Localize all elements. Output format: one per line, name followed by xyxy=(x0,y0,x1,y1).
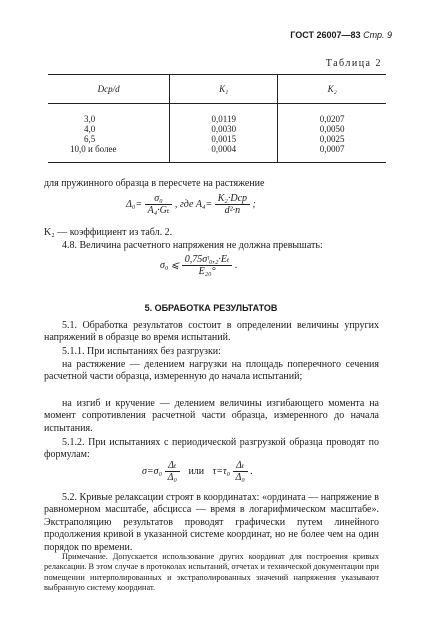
clause-5-1-1-bending: на изгиб и кручение — делением величины изгибающего момента на момент сопротивления расчетной части образца, измеренного до начала испытания. xyxy=(44,398,379,434)
footnote: Примечание. Допускается использование других координат для построения кривых релаксации. В этом случае в протоколах испытаний, отчетах и технической документации при помещении интерполированных и экстраполированных значений напряжения указывают выбранную систему координат. xyxy=(44,552,379,593)
column-header: K₁ xyxy=(170,75,278,104)
clause-4-8: 4.8. Величина расчетного напряжения не должна превышать: xyxy=(62,240,323,251)
table-cell: 0,0007 xyxy=(278,144,386,163)
clause-5-1-2: 5.1.2. При испытаниях с периодической разгрузкой образца проводят по формулам: xyxy=(44,437,379,461)
table-cell: 0,0025 xyxy=(278,134,386,144)
table-cell: 0,0207 xyxy=(278,104,386,125)
page-number: Стр. 9 xyxy=(363,30,392,40)
table-row xyxy=(48,124,386,134)
k2-note: K₂ — коэффициент из табл. 2. xyxy=(44,227,173,238)
table-caption: Таблица 2 xyxy=(325,58,382,69)
table-cell: 4,0 xyxy=(84,124,96,134)
clause-5-1-1-tension: на растяжение — делением нагрузки на площадь поперечного сечения расчетной части образца, измеренную до начала испытаний; xyxy=(44,359,379,383)
formula-delta0: Δ₀= $\frac{\text{σ₀}}{\text{A₄·Gₜ}}$ , где A₄= $\frac{\text{K₂·Dср}}{\text{d²·n}}$ ; xyxy=(126,193,256,216)
table-cell: 0,0119 xyxy=(170,104,278,125)
section-title: 5. ОБРАБОТКА РЕЗУЛЬТАТОВ xyxy=(144,303,278,313)
formula-unloading: σ=σ₀ $\frac{\text{Δₜ}}{\text{Δ₀}}$ или τ=τ₀ $\frac{\text{Δₜ}}{\text{Δ₀}}$ . xyxy=(142,460,253,483)
table-row xyxy=(48,104,386,125)
column-header: Dср/d xyxy=(48,75,170,104)
table-cell: 0,0030 xyxy=(170,124,278,134)
table-cell: 0,0004 xyxy=(170,144,278,163)
table-cell: 6,5 xyxy=(84,134,96,144)
page-header xyxy=(290,30,392,40)
doc-number: ГОСТ 26007—83 xyxy=(290,30,361,40)
table-header-row xyxy=(48,75,386,104)
table-row xyxy=(48,134,386,144)
formula-stress-limit: σ₀ ⩽ $\frac{\text{0,75σᵗ₀,₂·Eₜ}}{\text{E₂₀°}}$ . xyxy=(160,254,238,277)
column-header: K₂ xyxy=(278,75,386,104)
table-cell: 0,0050 xyxy=(278,124,386,134)
coefficient-table xyxy=(48,74,386,163)
clause-5-1: 5.1. Обработка результатов состоит в определении величины упругих напряжений в образце во время испытаний. xyxy=(44,320,379,344)
table-cell: 0,0015 xyxy=(170,134,278,144)
clause-5-2: 5.2. Кривые релаксации строят в координатах: «ордината — напряжение в равномерном масштабе, абсцисса — время в логарифмическом масштабе». Экстраполяцию результатов проводят графически путем линейного продолжения кривой в указанной системе координат, но не более чем на один порядок по времени. xyxy=(44,492,379,553)
table-row xyxy=(48,144,386,163)
spring-intro-text: для пружинного образца в пересчете на растяжение xyxy=(44,178,265,189)
clause-5-1-1-heading: 5.1.1. При испытаниях без разгрузки: xyxy=(62,346,221,357)
table-cell: 3,0 xyxy=(84,114,96,124)
table-cell: 10,0 и более xyxy=(48,144,170,163)
